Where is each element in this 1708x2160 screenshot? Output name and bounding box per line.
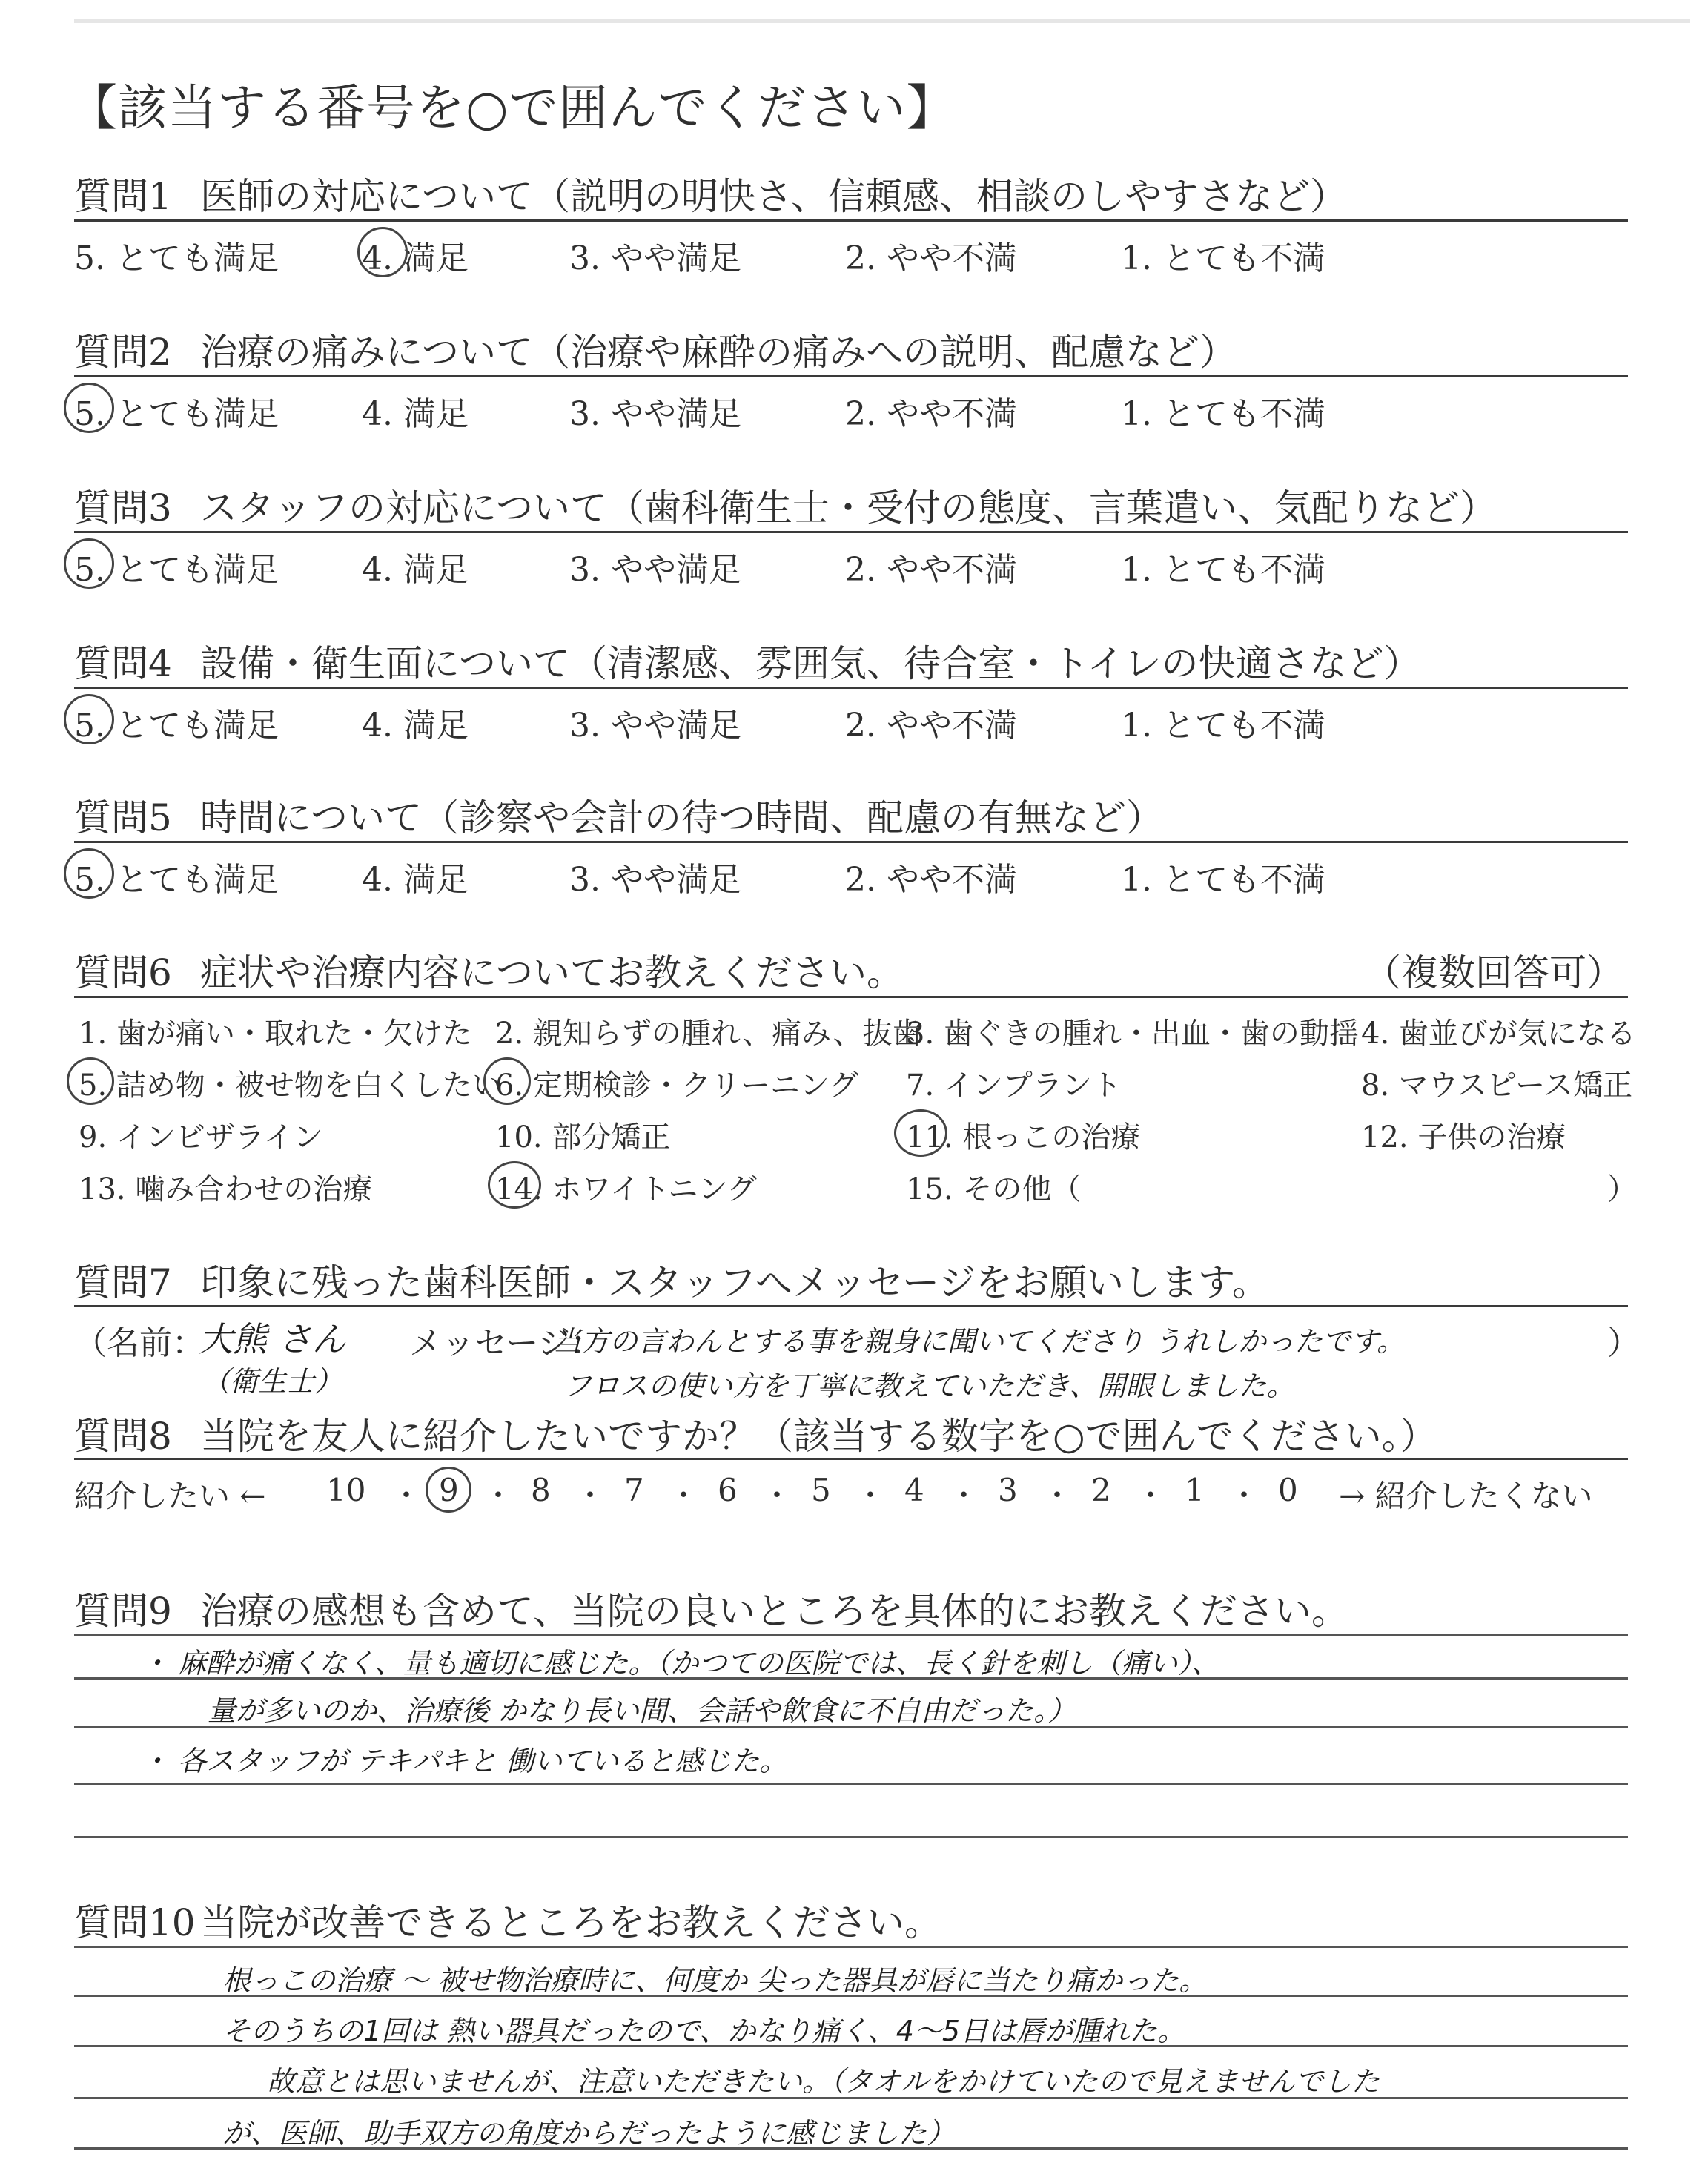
staff-role-handwritten: （衛生士） bbox=[202, 1365, 343, 1398]
staff-name-handwritten: 大熊 さん bbox=[199, 1319, 346, 1359]
answer-line: 量が多いのか、治療後 かなり長い間、会話や飲食に不自由だった。） bbox=[208, 1694, 1076, 1727]
question-number: 質問3 bbox=[74, 486, 172, 529]
question-text: 当院を友人に紹介したいですか？（該当する数字を○で囲んでください。） bbox=[200, 1415, 1437, 1458]
scale-9[interactable]: 9 bbox=[439, 1472, 459, 1508]
scale-7[interactable]: 7 bbox=[624, 1472, 644, 1508]
option-q6-3[interactable]: 3. 歯ぐきの腫れ・出血・歯の動揺 bbox=[906, 1017, 1359, 1051]
top-edge-line bbox=[74, 19, 1690, 23]
scale-2[interactable]: 2 bbox=[1091, 1472, 1111, 1508]
question-rule bbox=[74, 375, 1628, 377]
selection-circle bbox=[64, 694, 114, 744]
option-5[interactable]: 5. とても満足 bbox=[74, 395, 279, 433]
option-q6-12[interactable]: 12. 子供の治療 bbox=[1361, 1120, 1566, 1155]
option-2[interactable]: 2. やや不満 bbox=[845, 395, 1017, 433]
question-rule bbox=[74, 1305, 1628, 1307]
question-number: 質問4 bbox=[74, 642, 172, 685]
scale-separator: ・ bbox=[669, 1479, 698, 1513]
answer-line: ・ 各スタッフが テキパキと 働いていると感じた。 bbox=[141, 1745, 788, 1777]
selection-circle bbox=[64, 383, 114, 433]
option-5[interactable]: 5. とても満足 bbox=[74, 551, 279, 589]
writing-line bbox=[74, 1836, 1628, 1838]
question-text: スタッフの対応について（歯科衛生士・受付の態度、言葉遣い、気配りなど） bbox=[200, 486, 1497, 529]
option-q6-11[interactable]: 11. 根っこの治療 bbox=[906, 1120, 1141, 1155]
question-number: 質問10 bbox=[74, 1901, 196, 1944]
option-q6-6[interactable]: 6. 定期検診・クリーニング bbox=[495, 1069, 859, 1103]
question-1 bbox=[74, 167, 1347, 220]
scale-4[interactable]: 4 bbox=[904, 1472, 924, 1508]
answer-line: 根っこの治療 ～ 被せ物治療時に、何度か 尖った器具が唇に当たり痛かった。 bbox=[222, 1964, 1208, 1997]
rating-options-q4 bbox=[74, 698, 1628, 743]
scale-right-label: → 紹介したくない bbox=[1339, 1478, 1593, 1514]
option-q6-5[interactable]: 5. 詰め物・被せ物を白くしたい bbox=[79, 1069, 502, 1103]
option-q6-15-close: ） bbox=[1607, 1172, 1637, 1206]
scale-1[interactable]: 1 bbox=[1185, 1472, 1205, 1508]
question-rule bbox=[74, 996, 1628, 998]
option-3[interactable]: 3. やや満足 bbox=[569, 707, 741, 744]
selection-circle bbox=[64, 538, 114, 589]
scale-separator: ・ bbox=[855, 1479, 885, 1513]
scale-separator: ・ bbox=[1136, 1479, 1165, 1513]
option-q6-8[interactable]: 8. マウスピース矯正 bbox=[1361, 1069, 1633, 1103]
scale-separator: ・ bbox=[949, 1479, 979, 1513]
question-4 bbox=[74, 634, 1421, 687]
option-q6-13[interactable]: 13. 噛み合わせの治療 bbox=[79, 1172, 373, 1206]
option-5[interactable]: 5. とても満足 bbox=[74, 861, 279, 899]
scale-6[interactable]: 6 bbox=[718, 1472, 738, 1508]
option-3[interactable]: 3. やや満足 bbox=[569, 551, 741, 589]
question-rule bbox=[74, 841, 1628, 843]
option-4[interactable]: 4. 満足 bbox=[362, 551, 469, 589]
question-number: 質問8 bbox=[74, 1415, 172, 1458]
writing-line bbox=[74, 1634, 1628, 1636]
rating-options-q1 bbox=[74, 231, 1628, 276]
scale-left-label: 紹介したい ← bbox=[74, 1478, 266, 1514]
option-q6-14[interactable]: 14. ホワイトニング bbox=[495, 1172, 757, 1206]
option-5[interactable]: 5. とても満足 bbox=[74, 707, 279, 744]
referral-scale bbox=[74, 1472, 1628, 1516]
scale-5[interactable]: 5 bbox=[811, 1472, 831, 1508]
question-8 bbox=[74, 1407, 1437, 1460]
option-1[interactable]: 1. とても不満 bbox=[1121, 707, 1325, 744]
question-rule bbox=[74, 219, 1628, 222]
message-label: メッセージ： bbox=[409, 1324, 603, 1362]
scale-separator: ・ bbox=[762, 1479, 792, 1513]
option-q6-7[interactable]: 7. インプラント bbox=[906, 1069, 1122, 1103]
rating-options-q3 bbox=[74, 543, 1628, 587]
question-3 bbox=[74, 478, 1497, 532]
option-4[interactable]: 4. 満足 bbox=[362, 707, 469, 744]
writing-line bbox=[74, 1783, 1628, 1785]
selection-circle bbox=[426, 1467, 471, 1513]
scale-8[interactable]: 8 bbox=[531, 1472, 551, 1508]
question-number: 質問2 bbox=[74, 331, 172, 374]
option-1[interactable]: 1. とても不満 bbox=[1121, 395, 1325, 433]
option-5[interactable]: 5. とても満足 bbox=[74, 240, 279, 277]
question-text: 設備・衛生面について（清潔感、雰囲気、待合室・トイレの快適さなど） bbox=[200, 642, 1421, 685]
selection-circle bbox=[488, 1161, 541, 1209]
scale-separator: ・ bbox=[1229, 1479, 1259, 1513]
answer-line: 故意とは思いませんが、注意いただきたい。（タオルをかけていたので見えませんでした bbox=[267, 2065, 1380, 2098]
option-2[interactable]: 2. やや不満 bbox=[845, 240, 1017, 277]
option-q6-9[interactable]: 9. インビザライン bbox=[79, 1120, 323, 1155]
option-1[interactable]: 1. とても不満 bbox=[1121, 551, 1325, 589]
question-text: 時間について（診察や会計の待つ時間、配慮の有無など） bbox=[200, 796, 1163, 839]
selection-circle bbox=[64, 848, 114, 899]
option-4[interactable]: 4. 満足 bbox=[362, 395, 469, 433]
selection-circle bbox=[357, 227, 408, 277]
option-2[interactable]: 2. やや不満 bbox=[845, 551, 1017, 589]
scale-separator: ・ bbox=[1042, 1479, 1072, 1513]
question-number: 質問5 bbox=[74, 796, 172, 839]
option-1[interactable]: 1. とても不満 bbox=[1121, 861, 1325, 899]
question-text: 当院が改善できるところをお教えください。 bbox=[200, 1901, 941, 1944]
survey-instruction-header: 【該当する番号を○で囲んでください】 bbox=[68, 79, 956, 136]
option-q6-4[interactable]: 4. 歯並びが気になる bbox=[1361, 1017, 1636, 1051]
answer-line: そのうちの1回は 熱い器具だったので、かなり痛く、4～5日は唇が腫れた。 bbox=[222, 2015, 1186, 2047]
option-2[interactable]: 2. やや不満 bbox=[845, 861, 1017, 899]
rating-options-q5 bbox=[74, 853, 1628, 897]
option-4[interactable]: 4. 満足 bbox=[362, 861, 469, 899]
option-3[interactable]: 3. やや満足 bbox=[569, 240, 741, 277]
scale-separator: ・ bbox=[575, 1479, 605, 1513]
scale-0[interactable]: 0 bbox=[1278, 1472, 1298, 1508]
message-line: 当方の言わんとする事を親身に聞いてくださり うれしかったです。 bbox=[553, 1325, 1406, 1358]
option-q6-10[interactable]: 10. 部分矯正 bbox=[495, 1120, 671, 1155]
question-text: 症状や治療内容についてお教えください。 bbox=[200, 951, 904, 994]
question-text: 治療の感想も含めて、当院の良いところを具体的にお教えください。 bbox=[200, 1590, 1348, 1633]
option-3[interactable]: 3. やや満足 bbox=[569, 395, 741, 433]
question-text: 医師の対応について（説明の明快さ、信頼感、相談のしやすさなど） bbox=[200, 175, 1347, 218]
option-q6-2[interactable]: 2. 親知らずの腫れ、痛み、抜歯 bbox=[495, 1017, 922, 1051]
selection-circle bbox=[483, 1057, 531, 1105]
question-rule bbox=[74, 1458, 1628, 1460]
selection-circle bbox=[67, 1057, 114, 1105]
question-rule bbox=[74, 687, 1628, 689]
question-9 bbox=[74, 1582, 1348, 1635]
option-q6-15[interactable]: 15. その他（ bbox=[906, 1172, 1082, 1206]
question-2 bbox=[74, 323, 1237, 376]
question-rule bbox=[74, 531, 1628, 533]
name-label: （名前： bbox=[74, 1324, 205, 1362]
question-number: 質問1 bbox=[74, 175, 172, 218]
multiple-answer-note: （複数回答可） bbox=[1364, 951, 1623, 994]
option-q6-1[interactable]: 1. 歯が痛い・取れた・欠けた bbox=[79, 1017, 472, 1051]
selection-circle bbox=[894, 1109, 947, 1157]
question-10 bbox=[74, 1893, 941, 1946]
question-6 bbox=[74, 943, 904, 997]
message-line: フロスの使い方を丁寧に教えていただき、開眼しました。 bbox=[563, 1370, 1295, 1402]
scale-10[interactable]: 10 bbox=[326, 1472, 366, 1508]
question-5 bbox=[74, 788, 1163, 842]
rating-options-q2 bbox=[74, 387, 1628, 432]
question-text: 印象に残った歯科医師・スタッフへメッセージをお願いします。 bbox=[200, 1261, 1269, 1304]
question-text: 治療の痛みについて（治療や麻酔の痛みへの説明、配慮など） bbox=[200, 331, 1237, 374]
question-number: 質問9 bbox=[74, 1590, 172, 1633]
scale-separator: ・ bbox=[391, 1479, 421, 1513]
close-paren: ） bbox=[1607, 1324, 1640, 1362]
option-3[interactable]: 3. やや満足 bbox=[569, 861, 741, 899]
question-number: 質問7 bbox=[74, 1261, 172, 1304]
question-7 bbox=[74, 1253, 1269, 1307]
option-2[interactable]: 2. やや不満 bbox=[845, 707, 1017, 744]
scale-3[interactable]: 3 bbox=[998, 1472, 1018, 1508]
option-4[interactable]: 4. 満足 bbox=[362, 240, 469, 277]
option-1[interactable]: 1. とても不満 bbox=[1121, 240, 1325, 277]
answer-line: ・ 麻酔が痛くなく、量も適切に感じた。（かつての医院では、長く針を刺し（痛い）、 bbox=[141, 1647, 1220, 1680]
writing-line bbox=[74, 1946, 1628, 1948]
answer-line: が、医師、助手双方の角度からだったように感じました） bbox=[222, 2117, 956, 2150]
question-number: 質問6 bbox=[74, 951, 172, 994]
scale-separator: ・ bbox=[483, 1479, 513, 1513]
